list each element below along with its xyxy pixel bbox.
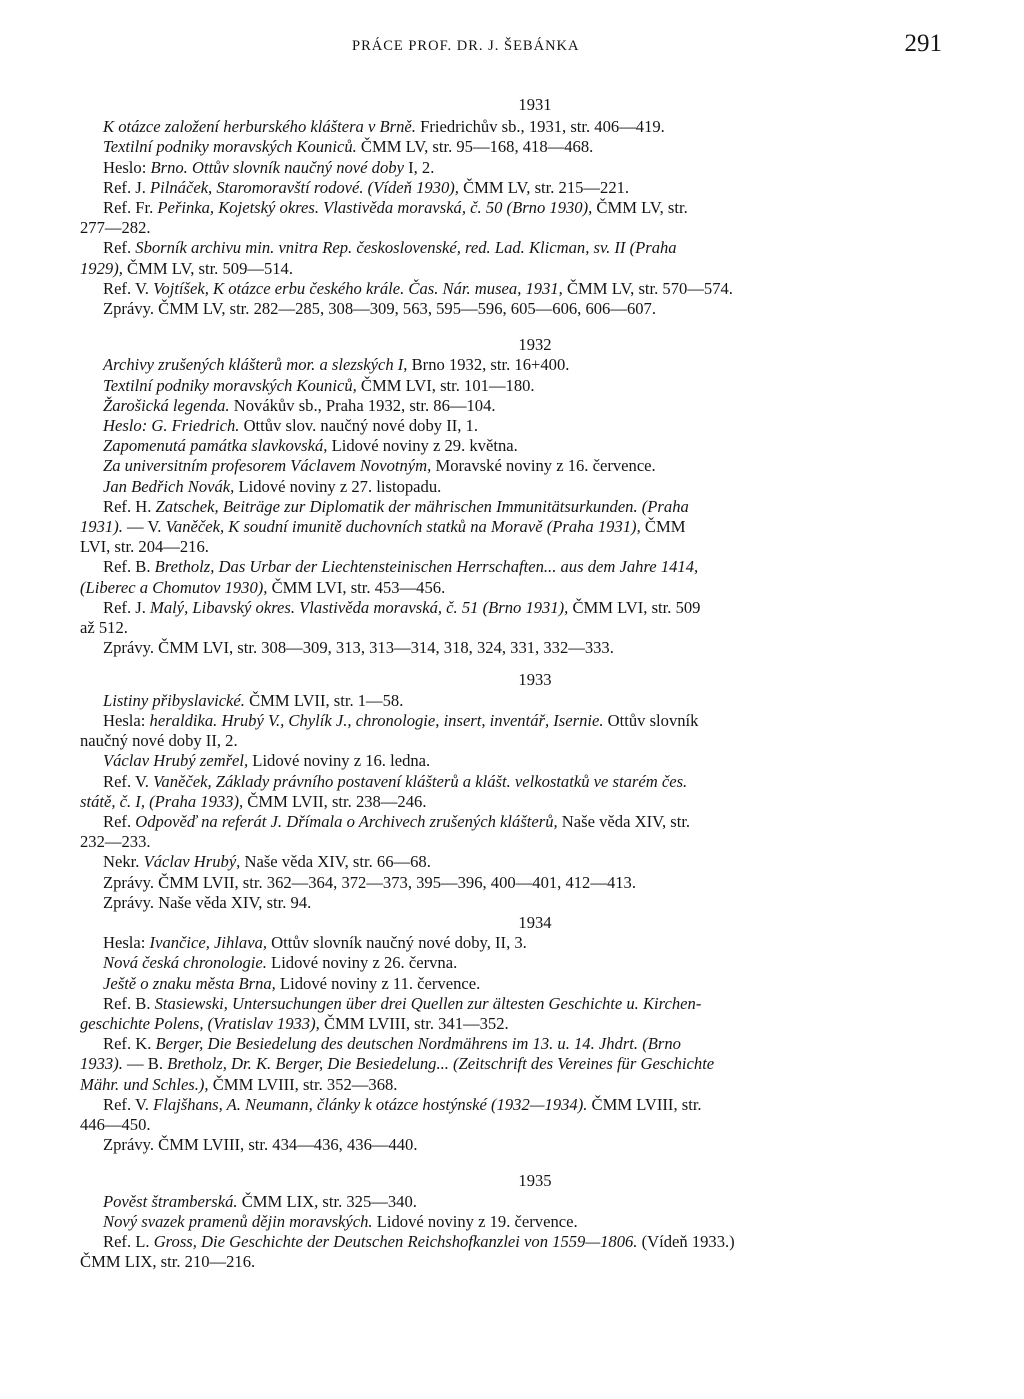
entry-title-text: Stasiewski, Untersuchungen über drei Quellen zur ältesten Geschichte u. Kirchen- [154, 993, 702, 1013]
entry-text: LVI, str. 204—216. [80, 537, 209, 557]
entry-text: ČMM LVIII, str. 352—368. [208, 1074, 398, 1094]
entry-text: Ref. L. [103, 1231, 154, 1251]
entry-line [103, 1212, 578, 1231]
bibliography-entry [80, 1192, 950, 1212]
entry-text: ČMM LV, str. [592, 198, 688, 218]
entry-line [103, 137, 593, 156]
entry-text: ČMM LIX, str. 325—340. [237, 1191, 417, 1211]
entry-title-text: Václav Hrubý, [143, 852, 241, 872]
bibliography-entry [80, 178, 950, 198]
bibliography-entry [80, 355, 950, 375]
entry-title-text: Bretholz, Das Urbar der Liechtensteinischen Herrschaften... aus dem Jahre 1414, [154, 557, 699, 577]
entry-title-text: Zapomenutá památka slavkovská, [103, 436, 328, 456]
entry-line [103, 994, 701, 1013]
bibliography-entry [80, 852, 950, 872]
entry-text: Ref. K. [103, 1034, 156, 1054]
entry-title-text: Vaněček, Základy právního postavení klášterů a klášt. velkostatků ve starém čes. [153, 771, 688, 791]
entry-title-text: Peřinka, Kojetský okres. Vlastivěda moravská, č. 50 (Brno 1930), [157, 198, 593, 218]
year-section [80, 670, 950, 912]
entry-text: Zprávy. ČMM LV, str. 282—285, 308—309, 563, 595—596, 605—606, 606—607. [103, 299, 656, 319]
entry-text: 277—282. [80, 218, 151, 238]
entry-line [103, 376, 535, 395]
year-heading: 1932 [518, 335, 552, 355]
entry-text: Naše věda XIV, str. [557, 811, 691, 831]
entry-text: Nekr. [103, 852, 144, 872]
entry-line [103, 812, 690, 831]
entry-text: ČMM LVI, str. 453—456. [267, 577, 446, 597]
entry-title-text: (Liberec a Chomutov 1930), [80, 577, 268, 597]
entry-title-text: Listiny přibyslavické. [103, 690, 245, 710]
bibliography-entry [80, 1095, 950, 1135]
entry-text: ČMM LVIII, str. 341—352. [319, 1013, 509, 1033]
entry-line [80, 517, 685, 536]
bibliography-entry [80, 751, 950, 771]
entry-text: 232—233. [80, 832, 151, 852]
bibliography-entry [80, 711, 950, 751]
entry-text: ČMM LV, str. 509—514. [122, 258, 293, 278]
entry-line [80, 1075, 397, 1094]
entry-title-text: Textilní podniky moravských Kouniců, [103, 375, 357, 395]
page-number: 291 [904, 30, 942, 57]
entry-title-text: Ještě o znaku města Brna, [103, 973, 276, 993]
bibliography-entry [80, 974, 950, 994]
entry-title-text: Za universitním profesorem Václavem Novotným, [103, 456, 432, 476]
bibliography-entry [80, 873, 950, 893]
entry-line [103, 691, 403, 710]
entry-line [103, 711, 698, 730]
entry-text: Lidové noviny z 16. ledna. [248, 751, 431, 771]
entry-line [103, 772, 687, 791]
bibliography-entry [80, 953, 950, 973]
entry-text: Lidové noviny z 19. července. [372, 1211, 578, 1231]
entry-title-text: Vaněček, K soudní imunitě duchovních statků na Moravě (Praha 1931), [165, 517, 641, 537]
entry-text: Ref. B. [103, 993, 155, 1013]
entry-line [103, 279, 733, 298]
entry-text: ČMM LVIII, str. [587, 1094, 702, 1114]
entry-text: Zprávy. Naše věda XIV, str. 94. [103, 892, 312, 912]
entry-line [103, 1135, 418, 1154]
entry-line [80, 731, 238, 750]
entry-text: Ottův slovník naučný nové doby, II, 3. [267, 933, 527, 953]
bibliography-entry [80, 772, 950, 812]
entry-line [80, 618, 128, 637]
bibliography-body [80, 95, 950, 1272]
bibliography-entry [80, 812, 950, 852]
bibliography-entry [80, 893, 950, 913]
entry-title-text: Jan Bedřich Novák, [103, 476, 235, 496]
entry-line [80, 792, 426, 811]
entry-text: Ref. Fr. [103, 198, 158, 218]
bibliography-entry [80, 238, 950, 278]
entry-title-text: Zatschek, Beiträge zur Diplomatik der mährischen Immunitätsurkunden. (Praha [155, 496, 689, 516]
entry-title-text: státě, č. I, (Praha 1933), [80, 791, 244, 811]
entry-text: (Vídeň 1933.) [637, 1231, 735, 1251]
bibliography-entry [80, 1135, 950, 1155]
entry-line [103, 1034, 681, 1053]
bibliography-entry [80, 598, 950, 638]
entry-text: Ref. [103, 238, 136, 258]
entry-title-text: Bretholz, Dr. K. Berger, Die Besiedelung... (Zeitschrift des Vereines für Geschichte [167, 1054, 715, 1074]
entry-text: Friedrichův sb., 1931, str. 406—419. [415, 117, 665, 137]
entry-text: Zprávy. ČMM LVI, str. 308—309, 313, 313—314, 318, 324, 331, 332—333. [103, 638, 614, 658]
entry-line [103, 456, 656, 475]
entry-text: Zprávy. ČMM LVIII, str. 434—436, 436—440. [103, 1135, 418, 1155]
entry-text: Heslo: [103, 157, 151, 177]
entry-text: Ref. [103, 811, 136, 831]
entry-title-text: Odpověď na referát J. Dřímala o Archivech zrušených klášterů, [135, 811, 558, 831]
entry-text: Lidové noviny z 29. května. [327, 436, 518, 456]
bibliography-entry [80, 396, 950, 416]
entry-line [103, 852, 431, 871]
entry-line [103, 396, 496, 415]
entry-line [103, 1095, 702, 1114]
entry-line [103, 178, 629, 197]
entry-title-text: Mähr. und Schles.), [80, 1074, 209, 1094]
bibliography-entry [80, 376, 950, 396]
entry-text: I, 2. [403, 157, 435, 177]
entry-title-text: Nový svazek pramenů dějin moravských. [103, 1211, 373, 1231]
entry-text: ČMM LIX, str. 210—216. [80, 1252, 256, 1272]
entry-text: Ref. B. [103, 557, 155, 577]
bibliography-entry [80, 436, 950, 456]
entry-text: — B. [122, 1054, 168, 1074]
entry-text: Hesla: [103, 710, 150, 730]
entry-title-text: Textilní podniky moravských Kouniců. [103, 137, 357, 157]
year-heading: 1935 [518, 1171, 552, 1191]
entry-title-text: 1933). [80, 1054, 123, 1074]
entry-title-text: Žarošická legenda. [103, 395, 230, 415]
entry-title-text: K otázce založení herburského kláštera v Brně. [103, 117, 416, 137]
year-section [80, 1171, 950, 1272]
entry-line [103, 198, 688, 217]
entry-line [103, 416, 478, 435]
entry-line [103, 355, 569, 374]
entry-text: ČMM LVII, str. 1—58. [244, 690, 404, 710]
running-title: PRÁCE PROF. DR. J. ŠEBÁNKA [352, 38, 580, 54]
entry-title-text: Ivančice, Jihlava, [149, 933, 268, 953]
entry-text: 446—450. [80, 1114, 151, 1134]
entry-line [103, 1232, 735, 1251]
entry-line [80, 1054, 714, 1073]
entry-text: Ref. J. [103, 177, 151, 197]
entry-text: Ottův slov. naučný nové doby II, 1. [239, 416, 478, 436]
entry-title-text: Berger, Die Besiedelung des deutschen Nordmährens im 13. u. 14. Jhdrt. (Brno [155, 1034, 681, 1054]
bibliography-entry [80, 416, 950, 436]
entry-line [103, 598, 700, 617]
entry-line [103, 933, 527, 952]
bibliography-entry [80, 299, 950, 319]
entry-text: Ref. H. [103, 496, 156, 516]
entry-line [103, 299, 656, 318]
entry-line [80, 832, 151, 851]
bibliography-entry [80, 691, 950, 711]
bibliography-entry [80, 1212, 950, 1232]
year-section [80, 95, 950, 319]
entry-line [80, 1014, 509, 1033]
bibliography-entry [80, 1034, 950, 1095]
entry-title-text: 1931). [80, 517, 123, 537]
entry-text: ČMM LVI, str. 509 [568, 597, 701, 617]
bibliography-entry [80, 279, 950, 299]
year-heading: 1933 [518, 670, 552, 690]
entry-text: ČMM [640, 517, 686, 537]
year-section [80, 335, 950, 658]
entry-title-text: Flajšhans, A. Neumann, články k otázce hostýnské (1932—1934). [153, 1094, 588, 1114]
entry-text: — V. [122, 517, 166, 537]
entry-line [80, 218, 151, 237]
entry-text: Ref. J. [103, 597, 151, 617]
bibliography-entry [80, 477, 950, 497]
entry-text: ČMM LV, str. 570—574. [562, 278, 733, 298]
entry-line [103, 477, 441, 496]
entry-line [103, 1192, 417, 1211]
entry-title-text: Brno. Ottův slovník naučný nové doby [150, 157, 404, 177]
entry-line [103, 497, 689, 516]
entry-title-text: 1929), [80, 258, 123, 278]
bibliography-entry [80, 456, 950, 476]
entry-text: ČMM LVII, str. 238—246. [243, 791, 427, 811]
entry-text: Lidové noviny z 26. června. [266, 953, 458, 973]
bibliography-entry [80, 158, 950, 178]
running-header [0, 30, 1024, 64]
entry-title-text: Pilnáček, Staromoravští rodové. (Vídeň 1930), [150, 177, 459, 197]
entry-title-text: Malý, Libavský okres. Vlastivěda moravská, č. 51 (Brno 1931), [150, 597, 569, 617]
entry-text: ČMM LV, str. 95—168, 418—468. [356, 137, 594, 157]
year-heading: 1934 [518, 912, 552, 932]
entry-line [103, 893, 311, 912]
entry-text: Ottův slovník [603, 710, 699, 730]
entry-title-text: Pověst štramberská. [103, 1191, 238, 1211]
entry-line [103, 953, 457, 972]
entry-text: Ref. V. [103, 278, 154, 298]
entry-text: Moravské noviny z 16. července. [431, 456, 656, 476]
entry-line [103, 873, 636, 892]
entry-line [103, 638, 614, 657]
entry-line [80, 537, 209, 556]
entry-line [80, 1252, 255, 1271]
entry-text: Ref. V. [103, 771, 154, 791]
bibliography-entry [80, 994, 950, 1034]
entry-text: Novákův sb., Praha 1932, str. 86—104. [229, 395, 496, 415]
entry-line [103, 436, 518, 455]
entry-text: Lidové noviny z 27. listopadu. [234, 476, 442, 496]
entry-line [103, 238, 677, 257]
bibliography-entry [80, 198, 950, 238]
entry-line [103, 117, 665, 136]
entry-text: Naše věda XIV, str. 66—68. [240, 852, 431, 872]
entry-title-text: Heslo: G. Friedrich. [103, 416, 240, 436]
entry-title-text: geschichte Polens, (Vratislav 1933), [80, 1013, 320, 1033]
entry-title-text: Archivy zrušených klášterů mor. a slezských I, [103, 355, 408, 375]
bibliography-entry [80, 638, 950, 658]
entry-line [80, 259, 293, 278]
entry-line [80, 1115, 151, 1134]
entry-text: Lidové noviny z 11. července. [275, 973, 481, 993]
year-section [80, 913, 950, 1155]
entry-title-text: Gross, Die Geschichte der Deutschen Reichshofkanzlei von 1559—1806. [153, 1231, 638, 1251]
year-heading: 1931 [518, 95, 552, 114]
entry-text: až 512. [80, 618, 128, 638]
entry-text: Hesla: [103, 933, 150, 953]
entry-title-text: Václav Hrubý zemřel, [103, 751, 249, 771]
bibliography-entry [80, 933, 950, 953]
entry-title-text: Nová česká chronologie. [103, 953, 267, 973]
entry-line [103, 557, 698, 576]
bibliography-entry [80, 497, 950, 558]
entry-line [103, 751, 430, 770]
entry-text: Ref. V. [103, 1094, 154, 1114]
entry-line [103, 158, 434, 177]
entry-text: ČMM LVI, str. 101—180. [356, 375, 535, 395]
entry-text: Zprávy. ČMM LVII, str. 362—364, 372—373, 395—396, 400—401, 412—413. [103, 872, 636, 892]
bibliography-entry [80, 557, 950, 597]
entry-text: naučný nové doby II, 2. [80, 731, 238, 751]
entry-line [80, 578, 445, 597]
entry-text: ČMM LV, str. 215—221. [458, 177, 630, 197]
entry-line [103, 974, 480, 993]
bibliography-entry [80, 137, 950, 157]
bibliography-entry [80, 1232, 950, 1272]
entry-title-text: heraldika. Hrubý V., Chylík J., chronologie, insert, inventář, Isernie. [149, 710, 604, 730]
entry-title-text: Vojtíšek, K otázce erbu českého krále. Čas. Nár. musea, 1931, [153, 278, 563, 298]
entry-title-text: Sborník archivu min. vnitra Rep. československé, red. Lad. Klicman, sv. II (Praha [135, 238, 677, 258]
entry-text: Brno 1932, str. 16+400. [407, 355, 570, 375]
bibliography-entry [80, 117, 950, 137]
